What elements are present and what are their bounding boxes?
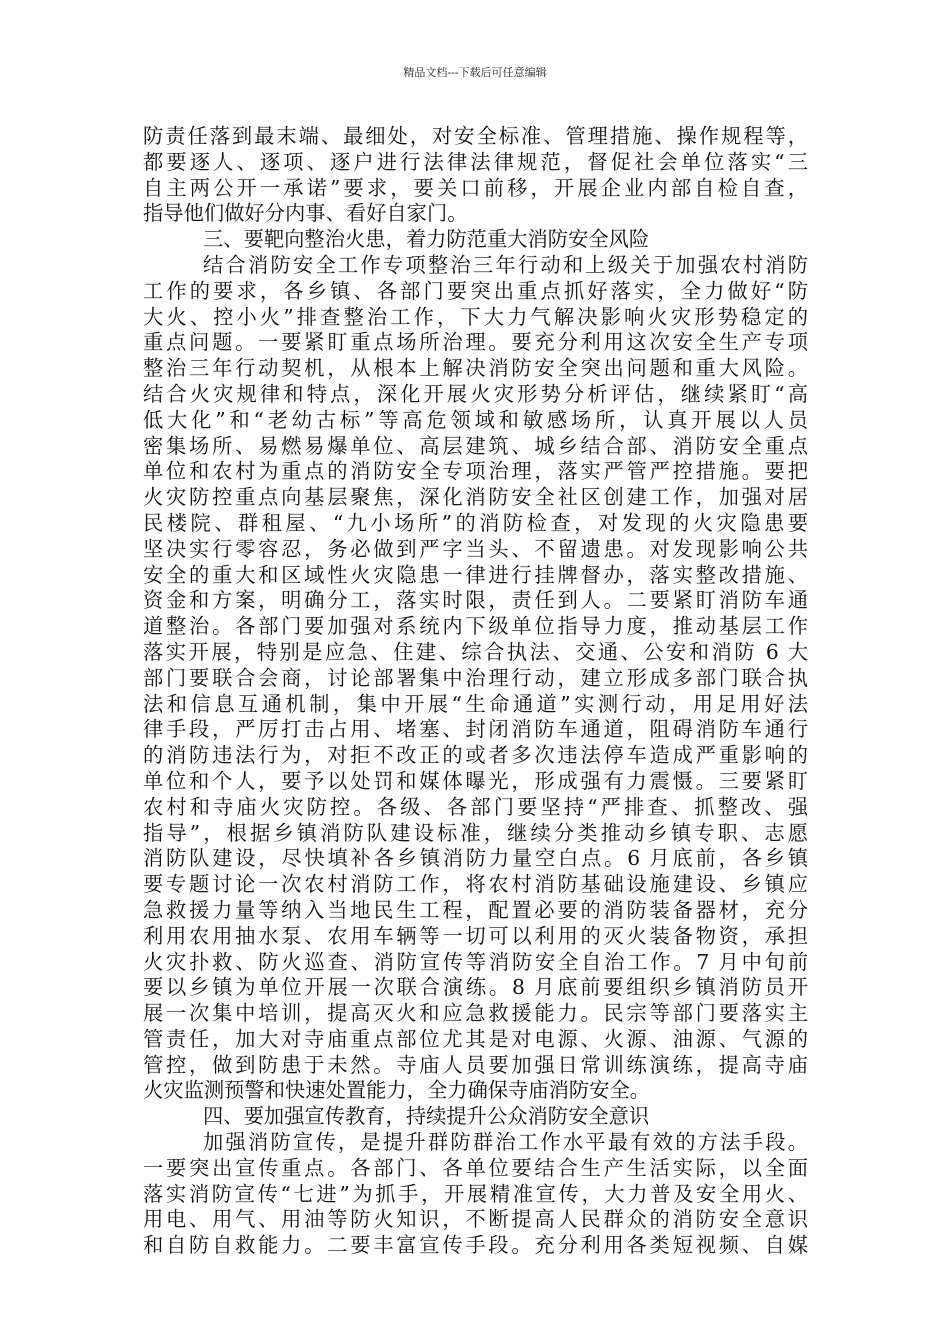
paragraph-line: 火灾扑救、防火巡查、消防宣传等消防安全自治工作。7 月中旬前 [143, 949, 808, 974]
paragraph-line: 结合火灾规律和特点，深化开展火灾形势分析评估，继续紧盯“高 [143, 381, 808, 406]
paragraph-line: 工作的要求，各乡镇、各部门要突出重点抓好落实，全力做好“防 [143, 278, 808, 303]
paragraph-line: 坚决实行零容忍，务必做到严字当头、不留遗患。对发现影响公共 [143, 536, 808, 561]
paragraph-line: 防责任落到最末端、最细处，对安全标准、管理措施、操作规程等， [143, 124, 808, 148]
heading-text: 三、要靶向整治火患，着力防范重大消防安全风险 [203, 227, 650, 252]
paragraph-line: 法和信息互通机制，集中开展“生命通道”实测行动，用足用好法 [143, 691, 808, 716]
paragraph-line: 农村和寺庙火灾防控。各级、各部门要坚持“严排查、抓整改、强 [143, 794, 808, 819]
paragraph-line: 急救援力量等纳入当地民生工程，配置必要的消防装备器材，充分 [143, 897, 808, 922]
paragraph-line: 火灾监测预警和快速处置能力，全力确保寺庙消防安全。 [143, 1078, 651, 1103]
paragraph-line: 管责任，加大对寺庙重点部位尤其是对电源、火源、油源、气源的 [143, 1026, 808, 1051]
paragraph-line: 利用农用抽水泵、农用车辆等一切可以利用的灭火装备物资，承担 [143, 923, 808, 948]
paragraph-line: 自主两公开一承诺”要求，要关口前移，开展企业内部自检自查， [143, 175, 808, 200]
section-heading [143, 227, 808, 253]
paragraph-line: 重点问题。一要紧盯重点场所治理。要充分利用这次安全生产专项 [143, 330, 808, 355]
paragraph-line: 都要逐人、逐项、逐户进行法律法律规范，督促社会单位落实“三 [143, 149, 808, 174]
paragraph-line: 单位和个人，要予以处罚和媒体曝光，形成强有力震慑。三要紧盯 [143, 768, 808, 793]
paragraph-line: 结合消防安全工作专项整治三年行动和上级关于加强农村消防 [203, 252, 808, 277]
paragraph [143, 124, 808, 227]
paragraph-line: 展一次集中培训，提高灭火和应急救援能力。民宗等部门要落实主 [143, 1001, 808, 1026]
paragraph-line: 部门要联合会商，讨论部署集中治理行动，建立形成多部门联合执 [143, 665, 808, 690]
paragraph-line: 消防队建设，尽快填补各乡镇消防力量空白点。6 月底前，各乡镇 [143, 846, 808, 871]
paragraph-line: 一要突出宣传重点。各部门、各单位要结合生产生活实际，以全面 [143, 1155, 808, 1180]
paragraph-line: 管控，做到防患于未然。寺庙人员要加强日常训练演练，提高寺庙 [143, 1052, 808, 1077]
paragraph-line: 资金和方案，明确分工，落实时限，责任到人。二要紧盯消防车通 [143, 588, 808, 613]
paragraph-line: 整治三年行动契机，从根本上解决消防安全突出问题和重大风险。 [143, 356, 808, 381]
paragraph-line: 要以乡镇为单位开展一次联合演练。8 月底前要组织乡镇消防员开 [143, 975, 808, 1000]
paragraph-line: 律手段，严厉打击占用、堵塞、封闭消防车通道，阻碍消防车通行 [143, 717, 808, 742]
paragraph-line: 加强消防宣传，是提升群防群治工作水平最有效的方法手段。 [203, 1130, 808, 1155]
paragraph-line: 大火、控小火”排查整治工作，下大力气解决影响火灾形势稳定的 [143, 304, 808, 329]
page-header: 精品文档---下载后可任意编辑 [403, 66, 547, 79]
paragraph-line: 指导他们做好分内事、看好自家门。 [143, 201, 468, 226]
paragraph [143, 253, 808, 1104]
document-body [143, 124, 808, 1259]
paragraph-line: 落实消防宣传“七进”为抓手，开展精准宣传，大力普及安全用火、 [143, 1181, 808, 1206]
paragraph-line: 安全的重大和区域性火灾隐患一律进行挂牌督办，落实整改措施、 [143, 562, 808, 587]
paragraph-line: 低大化”和“老幼古标”等高危领域和敏感场所，认真开展以人员 [143, 407, 808, 432]
section-heading [143, 1104, 808, 1130]
heading-text: 四、要加强宣传教育，持续提升公众消防安全意识 [203, 1104, 650, 1129]
paragraph-line: 道整治。各部门要加强对系统内下级单位指导力度，推动基层工作 [143, 614, 808, 639]
paragraph-line: 指导”，根据乡镇消防队建设标准，继续分类推动乡镇专职、志愿 [143, 820, 808, 845]
paragraph-line: 用电、用气、用油等防火知识，不断提高人民群众的消防安全意识 [143, 1207, 808, 1232]
paragraph-line: 和自防自救能力。二要丰富宣传手段。充分利用各类短视频、自媒 [143, 1233, 808, 1258]
paragraph-line: 要专题讨论一次农村消防工作，将农村消防基础设施建设、乡镇应 [143, 872, 808, 897]
paragraph-line: 的消防违法行为，对拒不改正的或者多次违法停车造成严重影响的 [143, 743, 808, 768]
paragraph-line: 民楼院、群租屋、“九小场所”的消防检查，对发现的火灾隐患要 [143, 510, 808, 535]
paragraph-line: 单位和农村为重点的消防安全专项治理，落实严管严控措施。要把 [143, 459, 808, 484]
paragraph-line: 密集场所、易燃易爆单位、高层建筑、城乡结合部、消防安全重点 [143, 433, 808, 458]
paragraph-line: 火灾防控重点向基层聚焦，深化消防安全社区创建工作，加强对居 [143, 485, 808, 510]
paragraph [143, 1130, 808, 1259]
paragraph-line: 落实开展，特别是应急、住建、综合执法、交通、公安和消防 6 大 [143, 639, 808, 664]
